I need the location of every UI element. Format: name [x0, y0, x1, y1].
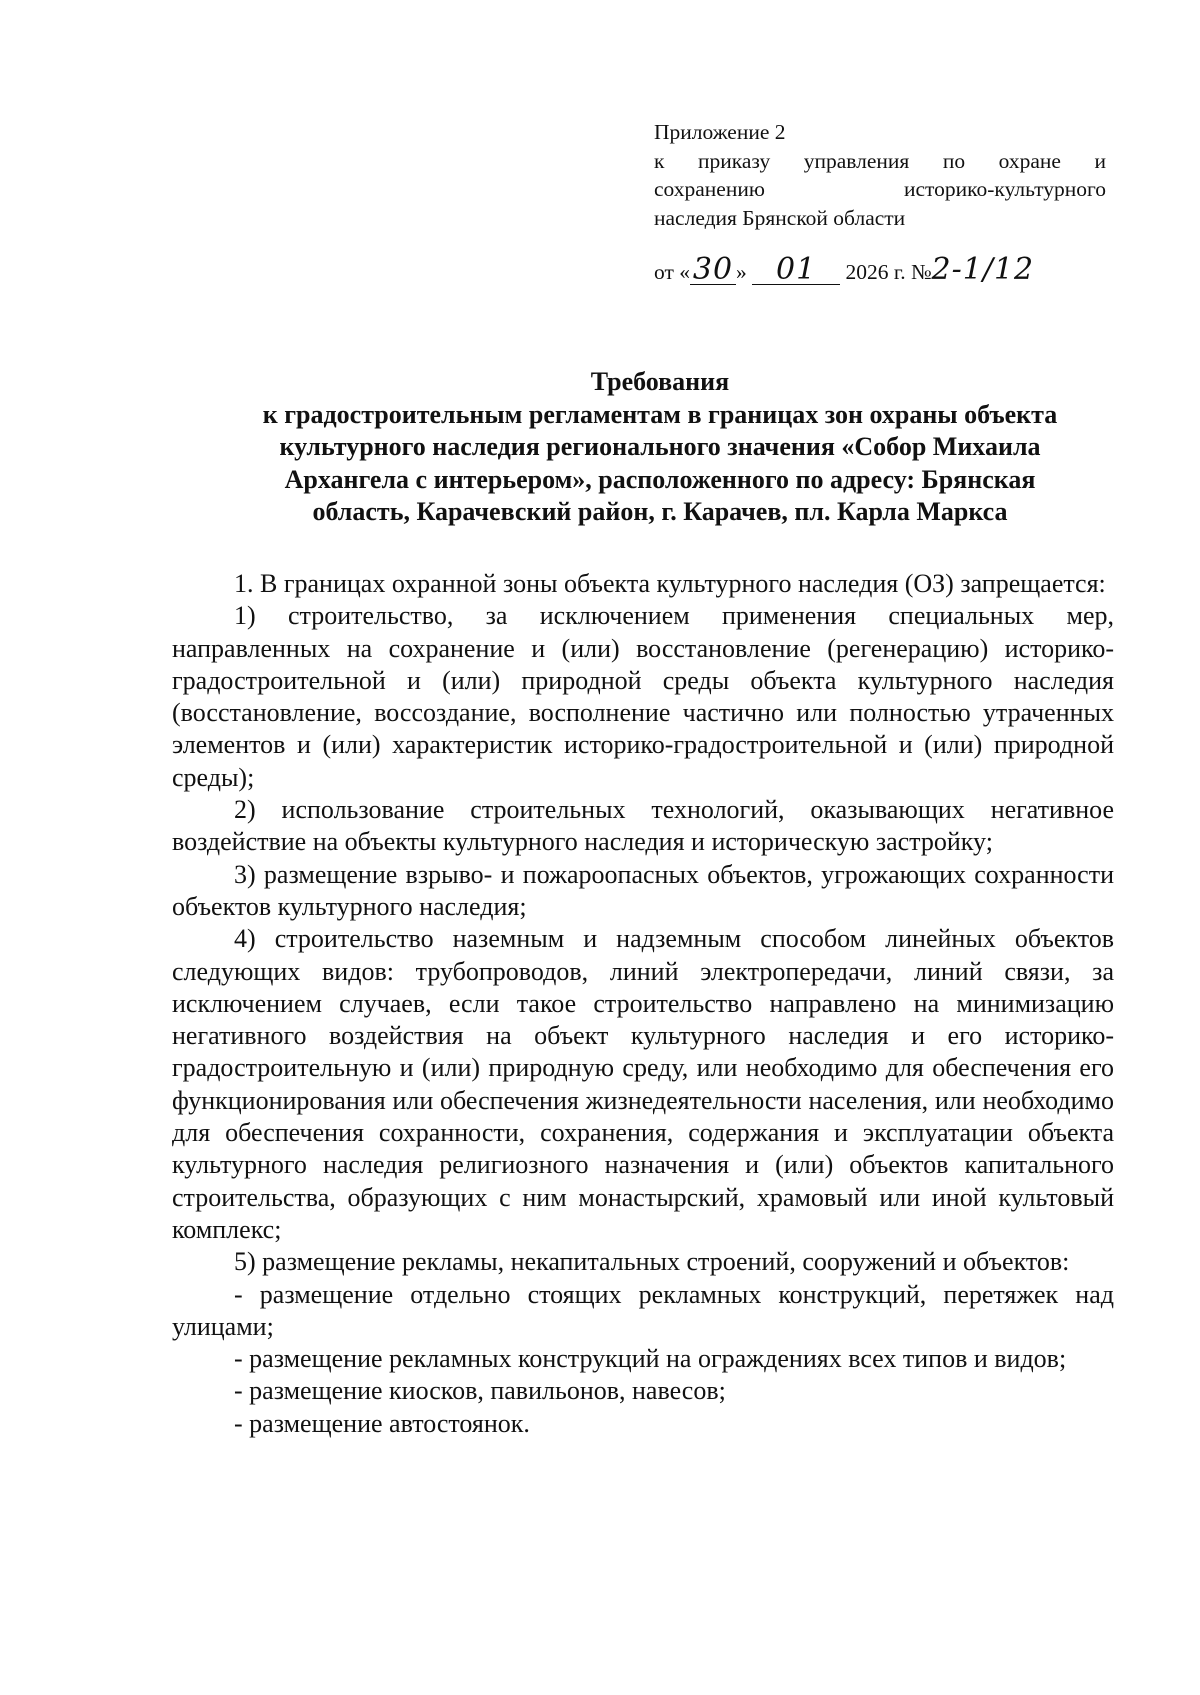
list-item-2: 2) использование строительных технологий, оказывающих негативное воздействие на объекты культурного наследия и историческую застройку; [172, 795, 1114, 857]
document-title [230, 366, 1090, 529]
sub-item-4: - размещение автостоянок. [234, 1408, 530, 1438]
title-line-3: Архангела с интерьером», расположенного по адресу: Брянская [284, 464, 1036, 494]
appendix-line-2: сохранению историко-культурного [654, 177, 1106, 201]
date-year: 2026 г. № [845, 260, 932, 284]
list-item-4: 4) строительство наземным и надземным способом линейных объектов следующих видов: трубопроводов, линий электропередачи, линий связи, за исключением случаев, если такое строительство направлено на минимизацию негативного воздействия на объект культурного наследия и его историко-градостроительную и (или) природную среду, или необходимо для обеспечения его функционирования или обеспечения жизнедеятельности населения, или необходимо для обеспечения сохранности, сохранения, содержания и эксплуатации объекта культурного наследия религиозного назначения и (или) объектов капитального строительства, образующих с ним монастырский, храмовый или иной культовый комплекс; [172, 924, 1114, 1244]
date-prefix: от « [654, 260, 690, 284]
appendix-title: Приложение 2 [654, 120, 786, 144]
title-line-2: культурного наследия регионального значения «Собор Михаила [279, 432, 1041, 461]
title-heading: Требования [590, 367, 730, 396]
handwritten-day: 30 [690, 256, 736, 285]
title-line-1: к градостроительным регламентам в границах зон охраны объекта [262, 399, 1058, 429]
paragraph-intro: 1. В границах охранной зоны объекта культурного наследия (ОЗ) запрещается: [234, 569, 1106, 598]
list-item-5: 5) размещение рекламы, некапитальных строений, сооружений и объектов: [234, 1247, 1070, 1277]
handwritten-month: 01 [752, 256, 840, 285]
document-body [172, 568, 1114, 1440]
sub-item-3: - размещение киосков, павильонов, навесов; [234, 1376, 726, 1406]
date-mid: » [736, 260, 747, 284]
order-reference [654, 252, 1106, 287]
title-line-4: область, Карачевский район, г. Карачев, пл. Карла Маркса [312, 497, 1008, 526]
handwritten-order-number: 2-1/12 [931, 252, 1035, 287]
sub-item-2: - размещение рекламных конструкций на ограждениях всех типов и видов; [234, 1344, 1067, 1374]
list-item-1: 1) строительство, за исключением применения специальных мер, направленных на сохранение и (или) восстановление (регенерацию) историко-градостроительной и (или) природной среды объекта культурного наследия (восстановление, воссоздание, восполнение частично или полностью утраченных элементов и (или) характеристик историко-градостроительной и (или) природной среды); [172, 601, 1114, 792]
appendix-line-1: к приказу управления по охране и [654, 148, 1106, 173]
appendix-header [654, 118, 1106, 287]
list-item-3: 3) размещение взрыво- и пожароопасных объектов, угрожающих сохранности объектов культурного наследия; [172, 859, 1114, 921]
sub-item-1: - размещение отдельно стоящих рекламных конструкций, перетяжек над улицами; [172, 1279, 1114, 1341]
appendix-line-3: наследия Брянской области [654, 205, 906, 230]
